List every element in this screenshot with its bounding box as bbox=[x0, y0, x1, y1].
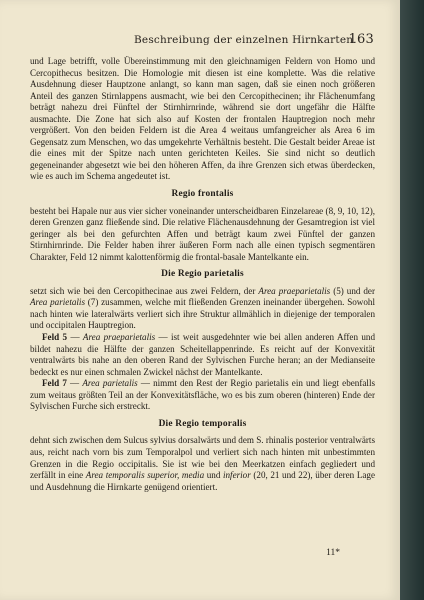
paragraph-frontalis: besteht bei Hapale nur aus vier sicher voneinander unterscheidbaren Einzelareae (8, 9, 10, 12), deren Grenzen ganz fließende sind. Die relative Flächenausdehnung der Gesamtregion ist viel geringer als bei den gefurchten Affen und beträgt kaum zwei Fünftel der ganzen Stirnhirnrinde. Die Felder haben ihrer äußeren Form nach alle einen typisch segmentären Charakter, Feld 12 nimmt kalottenförmig die frontal-basale Mantelkante ein. bbox=[30, 205, 375, 262]
heading-regio-parietalis: Die Regio parietalis bbox=[161, 269, 244, 280]
paragraph-parietalis bbox=[30, 286, 375, 332]
italic-term: Area praeparietalis bbox=[258, 285, 331, 296]
paragraph-feld-5 bbox=[30, 332, 375, 378]
paragraph-continuation: und Lage betrifft, volle Übereinstimmung mit den gleichnamigen Feldern von Homo und Cercopithecus besitzen. Die Homologie mit diesen ist eine komplette. Was die relative Ausdehnung dieser Hauptzone anlangt, so kann man sagen, daß sie einen noch größeren Anteil des ganzen Stirnlappens ausmacht, wie bei den Cercopithecinen; ihr Flächenumfang beträgt nahezu drei Fünftel der Stirnhirnrinde, während sie dort ungefähr die Hälfte ausmachte. Die Zone hat sich also auf Kosten der frontalen Hauptregion noch mehr vergrößert. Von den beiden Feldern ist die Area 4 weitaus umfangreicher als Area 6 im Gegensatz zum Menschen, wo das umgekehrte Verhältnis besteht. Die Gestalt beider Areae ist die eines mit der Spitze nach unten gerichteten Keiles. Sie sind nicht so deutlich gegeneinander abgesetzt wie bei den höheren Affen, da ihre Grenzen sich etwas überdecken, wie es auch im Schema angedeutet ist. bbox=[30, 56, 375, 182]
dash: — bbox=[66, 378, 83, 389]
text-run: — ist weit ausgedehnter wie bei allen anderen Affen und bildet nahezu die Hälfte der ganzen Scheitellappenrinde. Es reicht auf der Konvexität ventralwärts bis nahe an den oberen Rand der Sylvischen Furche heran; an der Medianseite bedeckt es nur einen schmalen Zwickel nächst der Mantelkante. bbox=[30, 332, 375, 377]
italic-term: inferior bbox=[222, 470, 251, 481]
page-number: 163 bbox=[348, 32, 374, 47]
italic-term: Area praeparietalis bbox=[82, 332, 156, 343]
text-run: dehnt sich zwischen dem Sulcus sylvius dorsalwärts und dem S. rhinalis posterior ventralwärts aus, reicht nach vorn bis zum Temporalpol und verliert sich nach hinten mit unbestimmten Grenzen in die Regio occipitalis. Sie ist wie bei den Meerkatzen einfach gegliedert und zerfällt in eine bbox=[30, 435, 375, 481]
body-text bbox=[30, 56, 375, 493]
paragraph-temporalis bbox=[30, 435, 375, 493]
running-title: Beschreibung der einzelnen Hirnkarten. bbox=[134, 34, 357, 46]
text-run: — nimmt den Rest der Regio parietalis ein und liegt ebenfalls zum weitaus größten Teil an der Konvexitätsfläche, wo es bis zum oberen (hinteren) Ende der Sylvischen Furche sich erstreckt. bbox=[30, 378, 376, 412]
paragraph-feld-7 bbox=[30, 378, 375, 413]
italic-term: Area parietalis bbox=[30, 297, 85, 308]
signature-mark: 11* bbox=[326, 548, 340, 558]
book-spine bbox=[400, 0, 424, 600]
field-label: Feld 5 bbox=[42, 332, 68, 343]
running-header bbox=[24, 32, 374, 50]
heading-regio-temporalis: Die Regio temporalis bbox=[158, 418, 247, 429]
italic-term: Area temporalis superior, media bbox=[85, 470, 205, 481]
italic-term: Area parietalis bbox=[82, 378, 138, 389]
text-run: (20, 21 und 22), über deren Lage und Ausdehnung die Hirnkarte genügend orientiert. bbox=[30, 470, 376, 492]
text-run: setzt sich wie bei den Cercopithecinae aus zwei Feldern, der bbox=[30, 285, 259, 296]
text-run: (7) zusammen, welche mit fließenden Grenzen ineinander übergehen. Sowohl nach hinten wie lateralwärts verliert sich ihre Struktur allmählich in diejenige der temporalen und occipitalen Hauptregion. bbox=[30, 297, 375, 331]
field-label: Feld 7 bbox=[42, 378, 67, 389]
dash: — bbox=[67, 332, 83, 343]
heading-regio-frontalis: Regio frontalis bbox=[171, 189, 234, 200]
text-run: und bbox=[204, 470, 223, 481]
text-run: (5) und der bbox=[330, 285, 375, 296]
